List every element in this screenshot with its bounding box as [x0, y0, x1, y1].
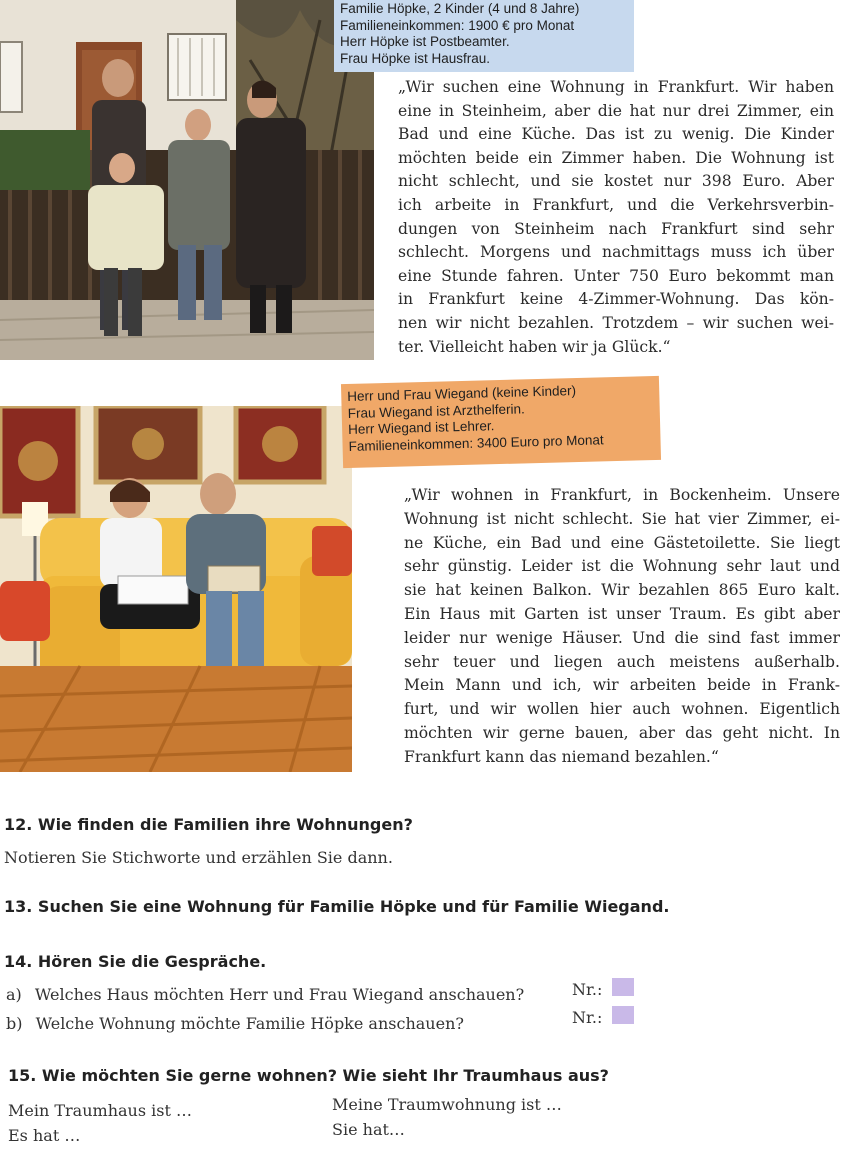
task-14-title: 14. Hören Sie die Gespräche.: [4, 952, 267, 971]
quote-line: Frankfurt kann das niemand bezahlen.“: [404, 747, 719, 766]
quote-line: Bad und eine Küche. Das ist zu wenig. Die Kinder: [398, 125, 834, 144]
wiegand-info-box: [341, 376, 661, 468]
traumhaus-line: Mein Traumhaus ist …: [8, 1101, 192, 1120]
answer-box-b[interactable]: [612, 1006, 634, 1024]
task-12-text: Notieren Sie Stichworte und erzählen Sie dann.: [4, 848, 393, 867]
quote-line: schlecht. Morgens und nachmittags muss ich über: [398, 243, 834, 262]
quote-line: „Wir suchen eine Wohnung in Frankfurt. Wir haben: [398, 78, 834, 96]
task-14-item-a: [6, 985, 524, 1004]
quote-line: leider nur wenige Häuser. Und die sind fast immer: [404, 628, 840, 647]
info-line: Familie Höpke, 2 Kinder (4 und 8 Jahre): [340, 1, 580, 16]
nr-label-b: Nr.:: [572, 1008, 603, 1027]
quote-line: Ein Haus mit Garten ist unser Traum. Es gibt aber: [404, 604, 840, 623]
quote-line: ne Küche, ein Bad und eine Gästetoilette. Sie liegt: [404, 533, 840, 552]
task-15-title: 15. Wie möchten Sie gerne wohnen? Wie sieht Ihr Traumhaus aus?: [8, 1066, 609, 1085]
item-text: Welches Haus möchten Herr und Frau Wiegand anschauen?: [34, 985, 525, 1004]
info-line: Herr Höpke ist Postbeamter.: [340, 34, 510, 49]
quote-line: nicht schlecht, und sie kostet nur 398 Euro. Aber: [398, 172, 834, 191]
quote-line: in Frankfurt keine 4-Zimmer-Wohnung. Das kön-: [398, 290, 834, 309]
info-line: Frau Wiegand ist Arzthelferin.: [347, 400, 525, 421]
info-line: Familieneinkommen: 1900 € pro Monat: [340, 17, 575, 33]
task-12-title: 12. Wie finden die Familien ihre Wohnungen?: [4, 815, 413, 834]
traumhaus-line: Es hat …: [8, 1126, 81, 1145]
quote-line: sehr günstig. Leider ist die Wohnung sehr laut und: [404, 557, 840, 576]
item-letter: b): [6, 1014, 23, 1033]
quote-line: möchten beide ein Zimmer haben. Die Wohnung ist: [398, 148, 834, 167]
quote-line: nen wir nicht bezahlen. Trotzdem – wir suchen wei-: [398, 313, 834, 332]
nr-label-a: Nr.:: [572, 980, 603, 999]
quote-line: eine in Steinheim, aber die hat nur drei Zimmer, ein: [398, 101, 834, 120]
info-line: Herr Wiegand ist Lehrer.: [347, 418, 495, 438]
quote-line: furt, und wir wollen hier auch wohnen. Eigentlich: [404, 700, 840, 719]
answer-box-a[interactable]: [612, 978, 634, 996]
traumwohnung-line: Sie hat…: [332, 1120, 405, 1139]
hoepke-family-photo: [0, 0, 374, 360]
quote-line: „Wir wohnen in Frankfurt, in Bockenheim. Unsere: [404, 486, 840, 504]
quote-line: Wohnung ist nicht schlecht. Sie hat vier Zimmer, ei-: [404, 509, 840, 528]
traumwohnung-line: Meine Traumwohnung ist …: [332, 1095, 562, 1114]
info-line: Herr und Frau Wiegand (keine Kinder): [347, 383, 577, 405]
wiegand-quote: [404, 484, 840, 770]
quote-line: sie hat keinen Balkon. Wir bezahlen 865 Euro kalt.: [404, 581, 840, 600]
wiegand-couple-photo: [0, 406, 352, 772]
hoepke-family-illustration: [0, 0, 374, 360]
hoepke-info-box: [334, 0, 634, 72]
quote-line: Mein Mann und ich, wir arbeiten beide in Frank-: [404, 676, 840, 695]
item-text: Welche Wohnung möchte Familie Höpke anschauen?: [35, 1014, 464, 1033]
wiegand-couple-illustration: [0, 406, 352, 772]
quote-line: eine Stunde fahren. Unter 750 Euro bekommt man: [398, 266, 834, 285]
task-13-title: 13. Suchen Sie eine Wohnung für Familie Höpke und für Familie Wiegand.: [4, 897, 670, 916]
hoepke-quote: [398, 76, 834, 359]
item-letter: a): [6, 985, 22, 1004]
quote-line: sehr teuer und liegen auch meistens außerhalb.: [404, 652, 840, 671]
quote-line: ich arbeite in Frankfurt, und die Verkehrsverbin-: [398, 195, 834, 214]
info-line: Familieneinkommen: 3400 Euro pro Monat: [348, 431, 604, 454]
info-line: Frau Höpke ist Hausfrau.: [340, 50, 491, 66]
quote-line: ter. Vielleicht haben wir ja Glück.“: [398, 337, 671, 356]
quote-line: möchten wir gerne bauen, aber das geht nicht. In: [404, 723, 840, 742]
quote-line: dungen von Steinheim nach Frankfurt sind sehr: [398, 219, 834, 238]
task-14-item-b: [6, 1014, 464, 1033]
